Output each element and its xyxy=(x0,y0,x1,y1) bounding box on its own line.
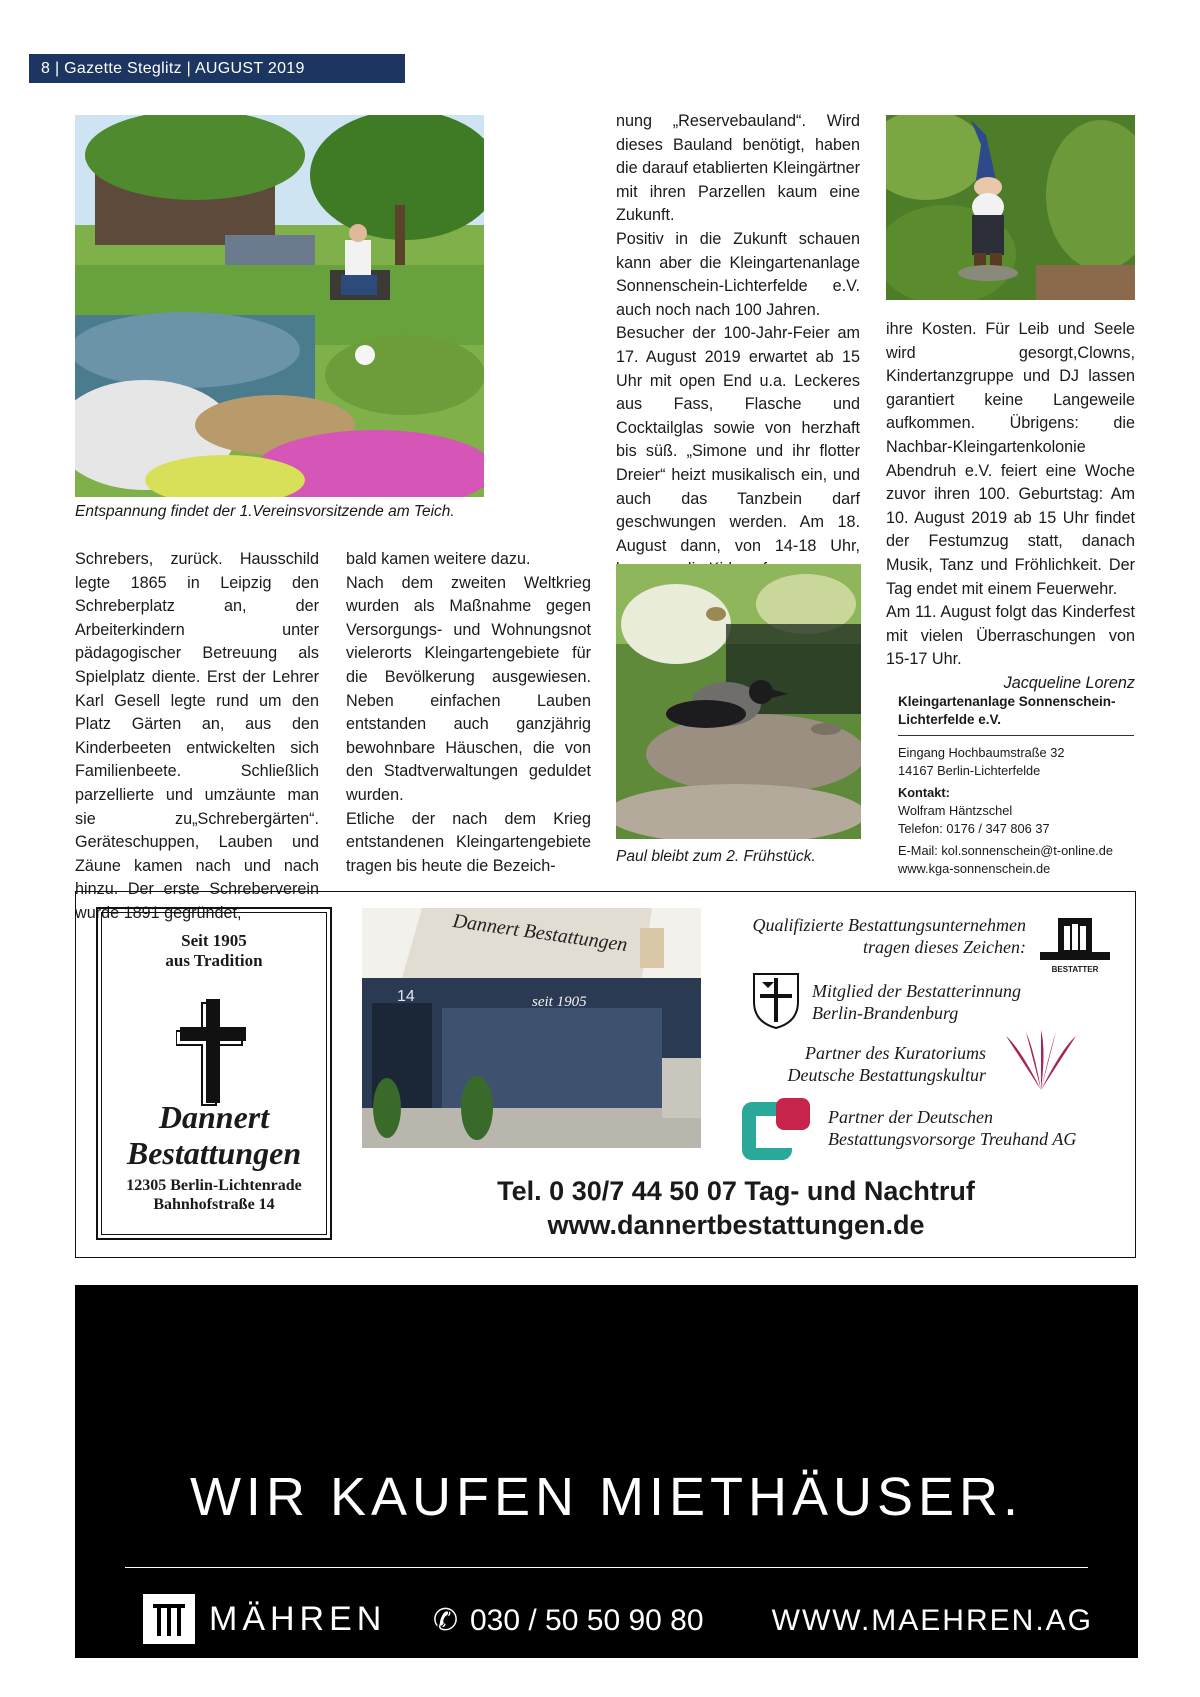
club-info-box xyxy=(898,693,1134,878)
club-name-line-1: Kleingartenanlage Sonnenschein- xyxy=(898,694,1116,709)
ad-address-line-1: 12305 Berlin-Lichtenrade xyxy=(126,1177,302,1194)
bestatter-badge-icon xyxy=(1040,912,1110,972)
dannert-advertisement xyxy=(75,891,1136,1258)
storefront-since: seit 1905 xyxy=(532,994,587,1010)
maehren-phone: 030 / 50 50 90 80 xyxy=(470,1604,704,1637)
article-paragraph: Schrebers, zurück. Hausschild legte 1865 in Leipzig den Schreberplatz an, der Arbeiterkindern unter pädagogischer Betreuung als Spielplatz diente. Erst der Lehrer Karl Gesell legte rund um den Platz Gärten an, aus den Kinderbeeten entwickelten sich Familienbeete. Schließlich parzellierte und umzäunte man sie zu„Schrebergärten“. Geräteschuppen, Lauben und Zäune kamen nach und nach hinzu. Der erste Schreberverein wurde 1891 gegründet, xyxy=(75,550,319,922)
address-line-1: Eingang Hochbaumstraße 32 xyxy=(898,745,1065,760)
dannert-logo-frame xyxy=(96,907,332,1240)
article-author: Jacqueline Lorenz xyxy=(1003,673,1135,692)
storefront-sign: Dannert Bestattungen xyxy=(451,909,629,957)
gnome-photo xyxy=(886,115,1135,300)
maehren-brand: MÄHREN xyxy=(209,1600,387,1638)
brand-name-line-2: Bestattungen xyxy=(126,1135,302,1171)
treuhand-logo-icon xyxy=(738,1098,812,1164)
storefront-photo xyxy=(362,908,701,1148)
maehren-advertisement xyxy=(75,1285,1138,1658)
qualified-line-1: Qualifizierte Bestattungsunternehmen xyxy=(752,915,1026,935)
article-paragraph: nung „Reservebauland“. Wird dieses Bauland benötigt, haben die darauf etablierten Kleingärtner mit ihren Parzellen kaum eine Zukunft. xyxy=(616,112,860,225)
qualified-line-2: tragen dieses Zeichen: xyxy=(863,937,1026,957)
info-divider xyxy=(898,735,1134,736)
badge-text: BESTATTER xyxy=(1051,965,1099,974)
maehren-headline: WIR KAUFEN MIETHÄUSER. xyxy=(189,1467,1024,1527)
partner-kuratorium-line-2: Deutsche Bestattungskultur xyxy=(787,1065,986,1085)
article-paragraph: Besucher der 100-Jahr-Feier am 17. August 2019 erwartet ab 15 Uhr mit open End u.a. Leckeres aus Fass, Flasche und Cocktailglas sowie von herzhaft bis süß. „Simone und ihr flotter Dreier“ heizt musikalisch ein, und auch das Tanzbein darf geschwungen werden. Am 18. August dann, von 14-18 Uhr, xyxy=(616,324,860,555)
since-line-1: Seit 1905 xyxy=(181,931,247,950)
contact-label: Kontakt: xyxy=(898,785,950,800)
storefront-number: 14 xyxy=(397,988,415,1005)
article-column-1 xyxy=(75,548,319,926)
bird-photo xyxy=(616,564,861,839)
maehren-logo-icon xyxy=(143,1594,195,1644)
maehren-website[interactable]: WWW.MAEHREN.AG xyxy=(771,1604,1093,1637)
club-name-line-2: Lichterfelde e.V. xyxy=(898,712,1002,727)
garden-photo-caption: Entspannung findet der 1.Vereinsvorsitzende am Teich. xyxy=(75,503,455,520)
partner-treuhand-line-1: Partner der Deutschen xyxy=(828,1107,993,1127)
contact-email: E-Mail: kol.sonnenschein@t-online.de xyxy=(898,843,1114,858)
member-line-2: Berlin-Brandenburg xyxy=(812,1003,959,1023)
article-column-3 xyxy=(616,110,860,582)
phone-icon: ✆ xyxy=(433,1604,459,1637)
kuratorium-logo-icon xyxy=(996,1028,1086,1092)
since-line-2: aus Tradition xyxy=(165,951,263,970)
contact-phone: Telefon: 0176 / 347 806 37 xyxy=(898,821,1050,836)
article-paragraph: bald kamen weitere dazu. xyxy=(346,550,531,568)
partner-kuratorium-line-1: Partner des Kuratoriums xyxy=(804,1043,986,1063)
article-column-4 xyxy=(886,318,1135,696)
article-paragraph: Etliche der nach dem Krieg entstandenen Kleingartengebiete tragen bis heute die Bezeich- xyxy=(346,809,591,875)
dannert-phone-line: Tel. 0 30/7 44 50 07 Tag- und Nachtruf xyxy=(497,1176,975,1206)
brand-name-line-1: Dannert xyxy=(158,1099,270,1135)
ad-divider xyxy=(125,1567,1088,1568)
guild-crest-icon xyxy=(752,972,800,1030)
address-line-2: 14167 Berlin-Lichterfelde xyxy=(898,763,1041,778)
partner-treuhand-line-2: Bestattungsvorsorge Treuhand AG xyxy=(828,1129,1077,1149)
article-paragraph: Nach dem zweiten Weltkrieg wurden als Maßnahme gegen Versorgungs- und Wohnungsnot vielerorts Kleingartengebiete für die Bevölkerung ausgewiesen. Neben einfachen Lauben entstanden auch ganzjährig bewohnbare Häuschen, die von den Stadtverwaltungen geduldet wurden. xyxy=(346,573,591,804)
contact-name: Wolfram Häntzschel xyxy=(898,803,1013,818)
page-header-bar xyxy=(29,54,405,83)
article-paragraph: ihre Kosten. Für Leib und Seele wird gesorgt,Clowns, Kindertanzgruppe und DJ lassen garantiert keine Langeweile aufkommen. Übrigens: die Nachbar-Kleingartenkolonie Abendruh e.V. feiert eine Woche zuvor ihren 100. Geburtstag: Am 10. August 2019 ab 15 Uhr findet der Festumzug statt, danach Musik, Tanz und Fröhlichkeit. Der Tag endet mit einem Feuerwehr. xyxy=(886,320,1135,598)
cross-icon xyxy=(176,997,250,1107)
member-line-1: Mitglied der Bestatterinnung xyxy=(812,981,1021,1001)
garden-photo xyxy=(75,115,484,497)
article-paragraph: Positiv in die Zukunft schauen kann aber die Kleingartenanlage Sonnenschein-Lichterfelde e.V. auch noch nach 100 Jahren. xyxy=(616,229,860,319)
club-website: www.kga-sonnenschein.de xyxy=(898,861,1051,876)
page-header-text: 8 | Gazette Steglitz | AUGUST 2019 xyxy=(41,60,305,77)
article-paragraph: Am 11. August folgt das Kinderfest mit vielen Überraschungen von 15-17 Uhr. xyxy=(886,603,1135,669)
ad-address-line-2: Bahnhofstraße 14 xyxy=(153,1196,275,1213)
bird-photo-caption: Paul bleibt zum 2. Frühstück. xyxy=(616,848,816,865)
article-column-2 xyxy=(346,548,591,878)
dannert-website[interactable]: www.dannertbestattungen.de xyxy=(547,1210,925,1240)
